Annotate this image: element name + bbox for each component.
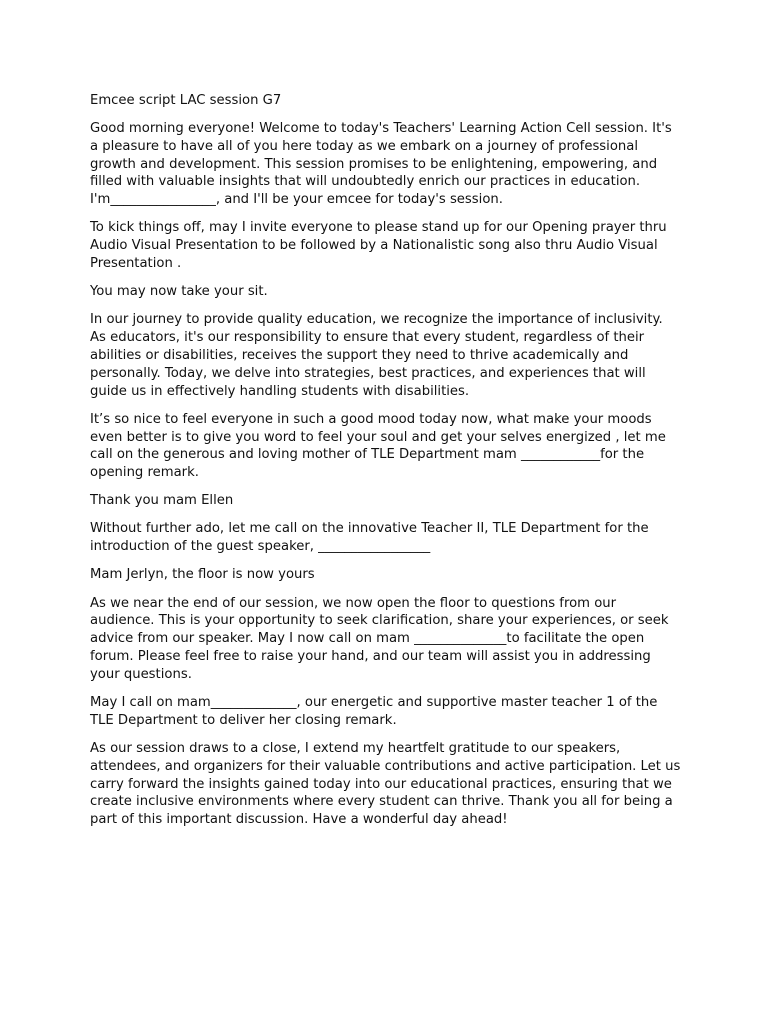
paragraph-opening-prayer: To kick things off, may I invite everyone to please stand up for our Opening prayer thru Audio Visual Presentation to be followed by a Nationalistic song also thru Audio Visual Presentation . <box>90 220 671 271</box>
document-page <box>90 92 685 839</box>
paragraph-opening-remark: It’s so nice to feel everyone in such a good mood today now, what make your moods even better is to give you word to feel your soul and get your selves energized , let me call on the generous and loving mother of TLE Department mam ____________for the opening remark. <box>90 411 671 481</box>
document-title: Emcee script LAC session G7 <box>90 93 282 108</box>
paragraph-inclusivity: In our journey to provide quality education, we recognize the importance of inclusivity. As educators, it's our responsibility to ensure that every student, regardless of their abilities or disabilities, receives the support they need to thrive academically and personally. Today, we delve into strategies, best practices, and experiences that will guide us in effectively handling students with disabilities. <box>90 312 667 399</box>
paragraph-closing-remark: May I call on mam_____________, our energetic and supportive master teacher 1 of the TLE Department to deliver her closing remark. <box>90 695 662 728</box>
paragraph-open-forum: As we near the end of our session, we now open the floor to questions from our audience. This is your opportunity to seek clarification, share your experiences, or seek advice from our speaker. May I now call on mam ______________to facilitate the open forum. Please feel free to raise your hand, and our team will assist you in addressing your questions. <box>90 595 673 682</box>
paragraph-welcome: Good morning everyone! Welcome to today's Teachers' Learning Action Cell session. It's a pleasure to have all of you here today as we embark on a journey of professional growth and development. This session promises to be enlightening, empowering, and filled with valuable insights that will undoubtedly enrich our practices in education. I'm________________, and I'll be your emcee for today's session. <box>90 121 676 208</box>
paragraph-thank-you: Thank you mam Ellen <box>90 493 234 509</box>
paragraph-guest-speaker-intro: Without further ado, let me call on the innovative Teacher II, TLE Department for the introduction of the guest speaker, _________________ <box>90 521 653 555</box>
paragraph-take-sit: You may now take your sit. <box>90 284 268 300</box>
paragraph-conclusion: As our session draws to a close, I extend my heartfelt gratitude to our speakers, attendees, and organizers for their valuable contributions and active participation. Let us carry forward the insights gained today into our educational practices, ensuring that we create inclusive environments where every student can thrive. Thank you all for being a part of this important discussion. Have a wonderful day ahead! <box>90 741 685 828</box>
paragraph-floor-yours: Mam Jerlyn, the floor is now yours <box>90 567 315 583</box>
